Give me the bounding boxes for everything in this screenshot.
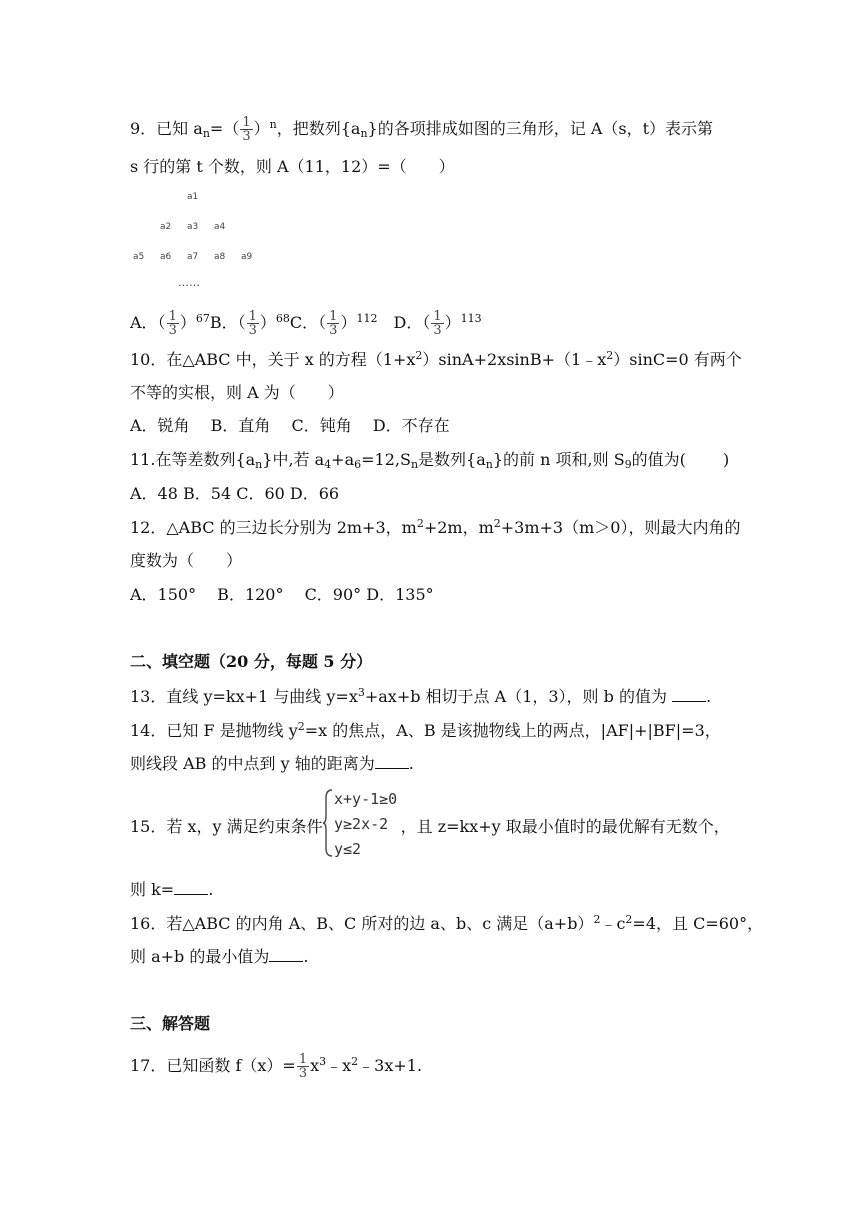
q9-line1: 9．已知 $a_n=$（ $\frac{1}{3}$ ）$^n$，把数列$\{a_n\}$的各项排成如图的三角形，记 A（s，t）表示第 — [130, 115, 714, 144]
constraint-brace-icon — [322, 788, 334, 858]
tri-a1: a1 — [187, 192, 199, 202]
q15-line1: 15．若 x，y 满足约束条件 ，且 z=kx+y 取最小值时的最优解有无数个， — [130, 817, 730, 836]
q12-line1: 12．△ABC 的三边长分别为 2m+3，$m^2+2m$，$m^2+3m+3(m>0)$，则最大内角的 — [130, 517, 741, 537]
section-title-answer: 三、解答题 — [130, 1014, 211, 1033]
q12-options: A．150° B．120° C．90° D．135° — [130, 585, 434, 604]
answer-blank — [672, 687, 706, 702]
q12-line2: 度数为（ ） — [130, 551, 243, 570]
answer-blank — [174, 880, 208, 895]
section-title-fill-in: 二、填空题（20 分，每题 5 分） — [130, 652, 373, 671]
q10-options: A．锐角 B．直角 C．钝角 D．不存在 — [130, 416, 450, 435]
tri-a6: a6 — [160, 252, 172, 262]
q9-options: A．（ $\frac{1}{3}$ ）$^{67}$B．（ $\frac{1}{3}$ ）$^{68}$C．（ $\frac{1}{3}$ ）$^{112}$ D．（ $\frac{1}{3}$ ）$^{113}$ — [130, 309, 482, 338]
q9-line2: s 行的第 t 个数，则 A（11，12）=（ ） — [130, 157, 455, 176]
tri-a4: a4 — [214, 222, 226, 232]
q14-line1: 14．已知 F 是抛物线 $y^2=x$ 的焦点，A、B 是该抛物线上的两点，|AF|+|BF|=3， — [130, 720, 721, 740]
fraction-one-third: $\frac{1}{3}$ — [298, 1052, 308, 1081]
constraint-3: y≤2 — [334, 840, 362, 858]
q11-line1: 11.在等差数列$\{a_n\}$中,若 $a_4+a_6=12,S_n$是数列$\{a_n\}$的前 n 项和,则 $S_9$的值为( ) — [130, 450, 730, 471]
answer-blank — [375, 754, 409, 769]
q10-line1: 10．在△ABC 中，关于 x 的方程$(1+x^2)\sin A+2xsinB+(1﹣x^2)\sin C=0$ 有两个 — [130, 349, 742, 369]
constraint-2: y≥2x-2 — [334, 815, 389, 833]
tri-a3: a3 — [187, 222, 199, 232]
tri-a9: a9 — [241, 252, 253, 262]
q11-options: A．48 B．54 C．60 D．66 — [130, 484, 340, 503]
q15-line2: 则 k= . — [130, 880, 214, 899]
tri-a7: a7 — [187, 252, 199, 262]
tri-ellipsis: …… — [178, 276, 200, 289]
tri-a2: a2 — [160, 222, 172, 232]
answer-blank — [269, 947, 303, 962]
tri-a5: a5 — [133, 252, 145, 262]
tri-a8: a8 — [214, 252, 226, 262]
constraint-1: x+y-1≥0 — [334, 790, 398, 808]
q14-line2: 则线段 AB 的中点到 y 轴的距离为 . — [130, 754, 414, 773]
q17-line1: 17．已知函数 f（x）= $\frac{1}{3}$ $x^3﹣x^2﹣3x+1$. — [130, 1052, 423, 1081]
fraction-one-third: $\frac{1}{3}$ — [242, 115, 251, 144]
q13-line1: 13．直线 y=kx+1 与曲线 $y=x^3+ax+b$ 相切于点 A（1，3），则 b 的值为 . — [130, 686, 712, 706]
q16-line2: 则 a+b 的最小值为 . — [130, 947, 309, 966]
q10-line2: 不等的实根，则 A 为（ ） — [130, 383, 344, 402]
q16-line1: 16．若△ABC 的内角 A、B、C 所对的边 a、b、c 满足$(a+b)^2﹣c^2=4$，且 C=60°， — [130, 913, 764, 933]
